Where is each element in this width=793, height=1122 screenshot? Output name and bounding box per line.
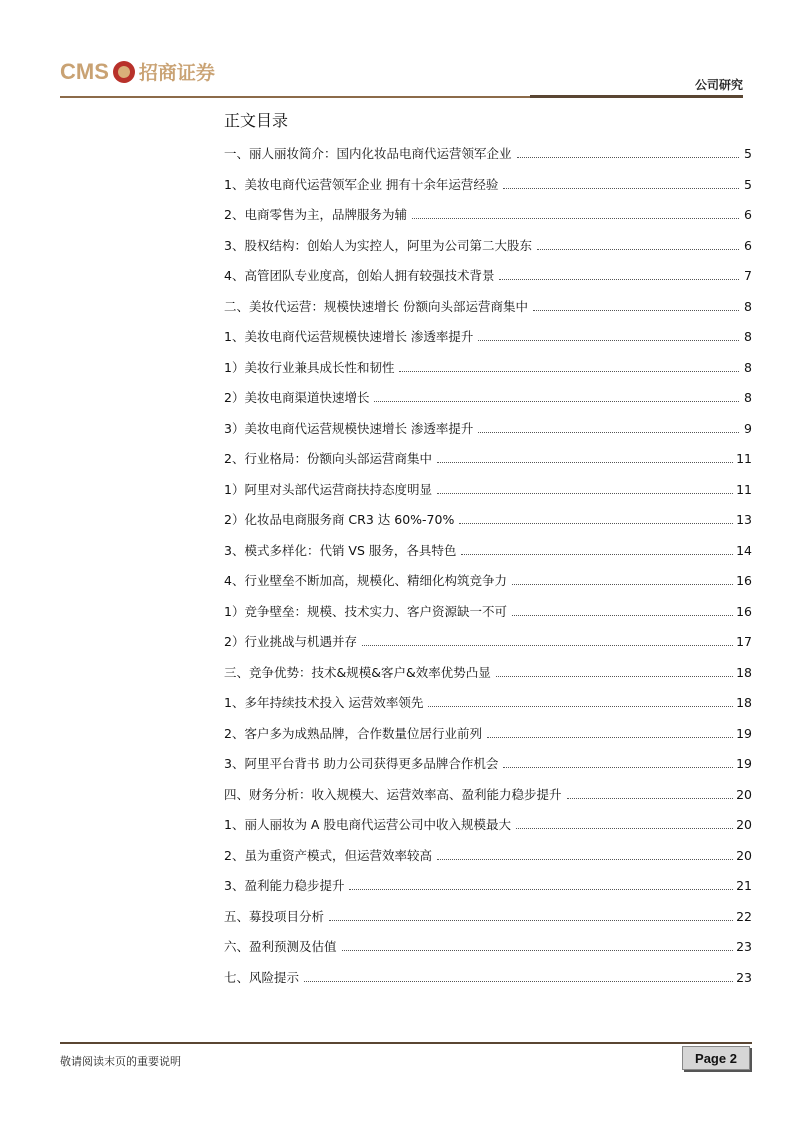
toc-entry-page: 23 [736, 969, 752, 985]
toc-leader-dots [399, 370, 739, 372]
toc-entry-page: 13 [736, 512, 752, 527]
toc-entry-text: 七、风险提示 [224, 969, 300, 985]
toc-entry[interactable] [224, 509, 752, 540]
toc-leader-dots [496, 675, 733, 677]
toc-entry-page: 14 [736, 542, 752, 558]
toc-entry[interactable] [224, 387, 752, 418]
toc-entry-page: 7 [744, 268, 752, 283]
toc-entry[interactable] [224, 936, 752, 967]
toc-entry-text: 1、多年持续技术投入 运营效率领先 [224, 695, 424, 710]
toc-entry-page: 22 [736, 908, 752, 924]
table-of-contents [224, 143, 752, 997]
toc-leader-dots [478, 431, 739, 433]
toc-entry-text: 2）美妆电商渠道快速增长 [224, 390, 370, 405]
toc-entry[interactable] [224, 967, 752, 998]
toc-entry[interactable] [224, 296, 752, 327]
section-label: 公司研究 [694, 78, 743, 92]
logo-chinese-text: 招商证券 [138, 62, 215, 84]
toc-leader-dots [503, 766, 733, 768]
toc-leader-dots [374, 400, 739, 402]
toc-entry-page: 18 [736, 664, 752, 680]
toc-entry[interactable] [224, 418, 752, 449]
toc-entry-page: 19 [736, 756, 752, 771]
toc-leader-dots [362, 644, 733, 646]
logo-emblem-icon [113, 61, 135, 83]
toc-entry-text: 3、股权结构：创始人为实控人，阿里为公司第二大股东 [224, 237, 532, 253]
toc-entry-text: 1）阿里对头部代运营商扶持态度明显 [224, 481, 432, 497]
toc-entry-text: 4、高管团队专业度高，创始人拥有较强技术背景 [224, 268, 495, 283]
toc-entry[interactable] [224, 814, 752, 845]
toc-entry-page: 6 [744, 237, 752, 253]
toc-entry-text: 三、竞争优势：技术&规模&客户&效率优势凸显 [224, 664, 491, 680]
toc-entry-page: 5 [744, 146, 752, 161]
toc-entry[interactable] [224, 784, 752, 815]
toc-entry-text: 1、美妆电商代运营规模快速增长 渗透率提升 [224, 329, 474, 344]
toc-entry-page: 20 [736, 786, 752, 802]
toc-entry-page: 23 [736, 939, 752, 954]
toc-entry-text: 4、行业壁垒不断加高，规模化、精细化构筑竞争力 [224, 573, 507, 588]
footer-disclaimer: 敬请阅读末页的重要说明 [60, 1055, 181, 1068]
toc-entry-text: 一、丽人丽妆简介：国内化妆品电商代运营领军企业 [224, 146, 512, 161]
toc-entry-text: 1）美妆行业兼具成长性和韧性 [224, 359, 395, 375]
toc-entry-page: 18 [736, 695, 752, 710]
header-divider-accent [530, 95, 743, 98]
toc-entry[interactable] [224, 845, 752, 876]
toc-leader-dots [537, 248, 739, 250]
toc-entry-page: 5 [744, 176, 752, 192]
toc-entry[interactable] [224, 540, 752, 571]
toc-entry-page: 19 [736, 725, 752, 741]
toc-entry[interactable] [224, 265, 752, 296]
toc-leader-dots [512, 583, 733, 585]
toc-leader-dots [512, 614, 733, 616]
toc-leader-dots [459, 522, 733, 524]
toc-entry[interactable] [224, 723, 752, 754]
toc-entry-text: 五、募投项目分析 [224, 908, 325, 924]
toc-leader-dots [487, 736, 733, 738]
toc-leader-dots [516, 827, 733, 829]
toc-leader-dots [412, 217, 739, 219]
toc-entry[interactable] [224, 143, 752, 174]
toc-entry-text: 2、电商零售为主，品牌服务为辅 [224, 207, 407, 222]
footer-divider [60, 1042, 752, 1044]
toc-entry-text: 2、客户多为成熟品牌，合作数量位居行业前列 [224, 725, 482, 741]
toc-entry-page: 16 [736, 573, 752, 588]
toc-entry-text: 2、虽为重资产模式，但运营效率较高 [224, 847, 432, 863]
toc-leader-dots [517, 156, 739, 158]
toc-entry[interactable] [224, 662, 752, 693]
toc-entry[interactable] [224, 753, 752, 784]
toc-entry-page: 8 [744, 390, 752, 405]
toc-entry[interactable] [224, 631, 752, 662]
toc-entry-text: 3、模式多样化：代销 VS 服务，各具特色 [224, 542, 457, 558]
toc-entry-page: 16 [736, 603, 752, 619]
toc-leader-dots [304, 980, 733, 982]
toc-entry-page: 8 [744, 359, 752, 375]
cms-logo [60, 58, 215, 85]
toc-entry[interactable] [224, 326, 752, 357]
toc-leader-dots [478, 339, 739, 341]
toc-entry-text: 六、盈利预测及估值 [224, 939, 337, 954]
toc-entry-text: 1、美妆电商代运营领军企业 拥有十余年运营经验 [224, 176, 499, 192]
toc-entry-text: 2）行业挑战与机遇并存 [224, 634, 357, 649]
toc-entry-page: 20 [736, 817, 752, 832]
toc-leader-dots [437, 858, 733, 860]
toc-entry-page: 11 [736, 481, 752, 497]
toc-entry[interactable] [224, 601, 752, 632]
toc-leader-dots [342, 949, 734, 951]
toc-leader-dots [349, 888, 733, 890]
toc-entry-text: 2、行业格局：份额向头部运营商集中 [224, 451, 432, 466]
toc-entry-text: 3、阿里平台背书 助力公司获得更多品牌合作机会 [224, 756, 499, 771]
toc-entry[interactable] [224, 204, 752, 235]
toc-leader-dots [533, 309, 739, 311]
toc-entry[interactable] [224, 570, 752, 601]
toc-entry-page: 8 [744, 329, 752, 344]
toc-leader-dots [567, 797, 734, 799]
toc-entry-text: 2）化妆品电商服务商 CR3 达 60%-70% [224, 512, 455, 527]
toc-entry[interactable] [224, 479, 752, 510]
toc-entry-text: 1、丽人丽妆为 A 股电商代运营公司中收入规模最大 [224, 817, 511, 832]
toc-leader-dots [428, 705, 733, 707]
toc-leader-dots [503, 187, 739, 189]
page-header [0, 0, 793, 100]
toc-entry-text: 1）竞争壁垒：规模、技术实力、客户资源缺一不可 [224, 603, 507, 619]
toc-entry[interactable] [224, 235, 752, 266]
logo-latin-text: CMS [60, 58, 109, 84]
toc-entry[interactable] [224, 875, 752, 906]
toc-leader-dots [461, 553, 733, 555]
toc-entry-text: 二、美妆代运营：规模快速增长 份额向头部运营商集中 [224, 298, 528, 314]
toc-leader-dots [437, 461, 733, 463]
toc-leader-dots [329, 919, 733, 921]
toc-leader-dots [437, 492, 733, 494]
toc-entry[interactable] [224, 357, 752, 388]
toc-entry-page: 17 [736, 634, 752, 649]
toc-entry[interactable] [224, 174, 752, 205]
toc-entry-text: 3、盈利能力稳步提升 [224, 878, 345, 893]
toc-entry-page: 8 [744, 298, 752, 314]
toc-title: 正文目录 [224, 111, 289, 130]
toc-entry-page: 20 [736, 847, 752, 863]
toc-entry-page: 21 [736, 878, 752, 893]
page-number-badge: Page 2 [682, 1046, 750, 1070]
toc-entry[interactable] [224, 448, 752, 479]
toc-entry-page: 6 [744, 207, 752, 222]
toc-entry[interactable] [224, 692, 752, 723]
toc-entry-page: 9 [744, 420, 752, 436]
toc-leader-dots [499, 278, 739, 280]
toc-entry-page: 11 [736, 451, 752, 466]
toc-entry-text: 3）美妆电商代运营规模快速增长 渗透率提升 [224, 420, 474, 436]
toc-entry[interactable] [224, 906, 752, 937]
toc-entry-text: 四、财务分析：收入规模大、运营效率高、盈利能力稳步提升 [224, 786, 562, 802]
